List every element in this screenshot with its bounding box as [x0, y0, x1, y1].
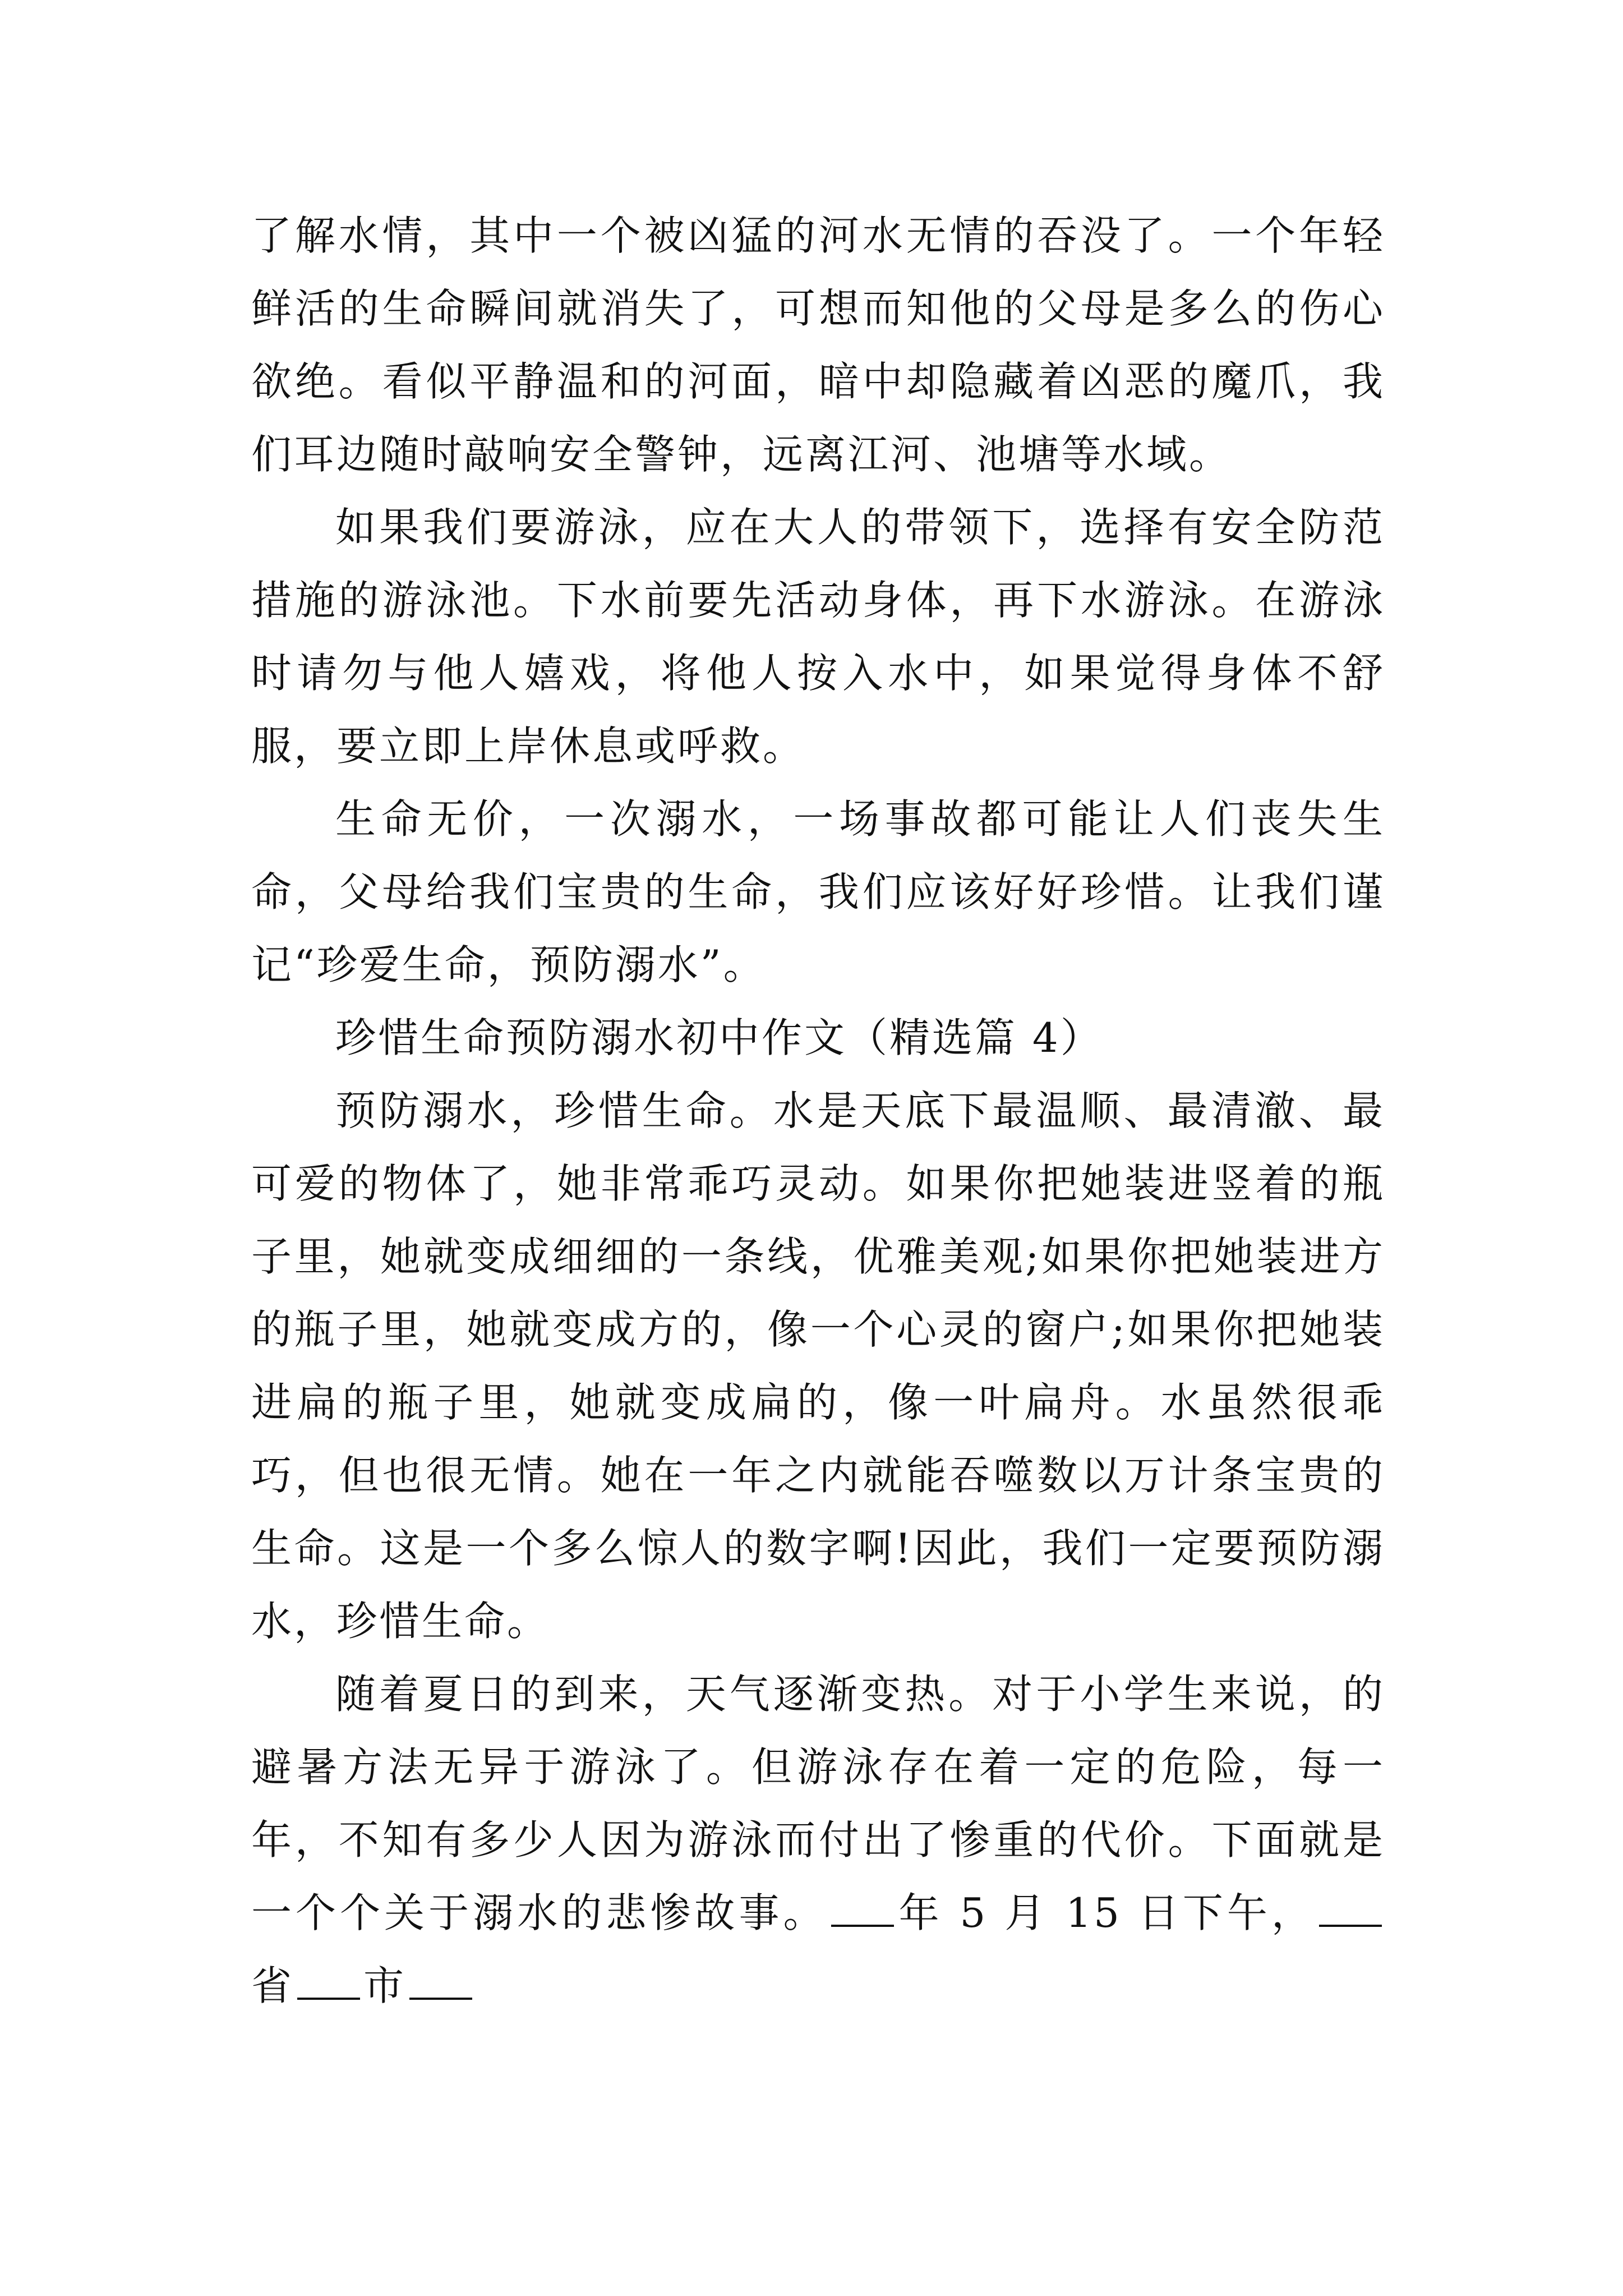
city-blank: [297, 1962, 360, 2000]
date-text: 年 5 月 15 日下午，: [897, 1889, 1316, 1936]
province-blank: [1319, 1889, 1382, 1927]
trailing-blank: [409, 1962, 472, 2000]
essay-heading: 珍惜生命预防溺水初中作文（精选篇 4）: [335, 1014, 1103, 1061]
paragraph-summer-story: [251, 1658, 1385, 2022]
paragraph-water-nature: 预防溺水，珍惜生命。水是天底下最温顺、最清澈、最可爱的物体了，她非常乖巧灵动。如果你把她装进竖着的瓶子里，她就变成细细的一条线，优雅美观;如果你把她装进方的瓶子里，她就变成方的，像一个心灵的窗户;如果你把她装进扁的瓶子里，她就变成扁的，像一叶扁舟。水虽然很乖巧，但也很无情。她在一年之内就能吞噬数以万计条宝贵的生命。这是一个多么惊人的数字啊!因此，我们一定要预防溺水，珍惜生命。: [251, 1087, 1385, 1645]
paragraph-swimming-safety: 如果我们要游泳，应在大人的带领下，选择有安全防范措施的游泳池。下水前要先活动身体，再下水游泳。在游泳时请勿与他人嬉戏，将他人按入水中，如果觉得身体不舒服，要立即上岸休息或呼救。: [251, 504, 1385, 770]
summer-story-text: 随着夏日的到来，天气逐渐变热。对于小学生来说，的避暑方法无异于游泳了。但游泳存在着一定的危险，每一年，不知有多少人因为游泳而付出了惨重的代价。下面就是一个个关于溺水的悲惨故事。: [251, 1671, 1385, 1936]
province-text: 省: [251, 1962, 294, 2009]
paragraph-life-priceless: 生命无价，一次溺水，一场事故都可能让人们丧失生命，父母给我们宝贵的生命，我们应该好好珍惜。让我们谨记“珍爱生命，预防溺水”。: [251, 795, 1385, 988]
document-body: [251, 199, 1385, 2022]
city-text: 市: [363, 1962, 407, 2009]
year-blank: [831, 1889, 894, 1927]
paragraph-water-danger: 了解水情，其中一个被凶猛的河水无情的吞没了。一个年轻鲜活的生命瞬间就消失了，可想而知他的父母是多么的伤心欲绝。看似平静温和的河面，暗中却隐藏着凶恶的魔爪，我们耳边随时敲响安全警钟，远离江河、池塘等水域。: [251, 212, 1385, 478]
